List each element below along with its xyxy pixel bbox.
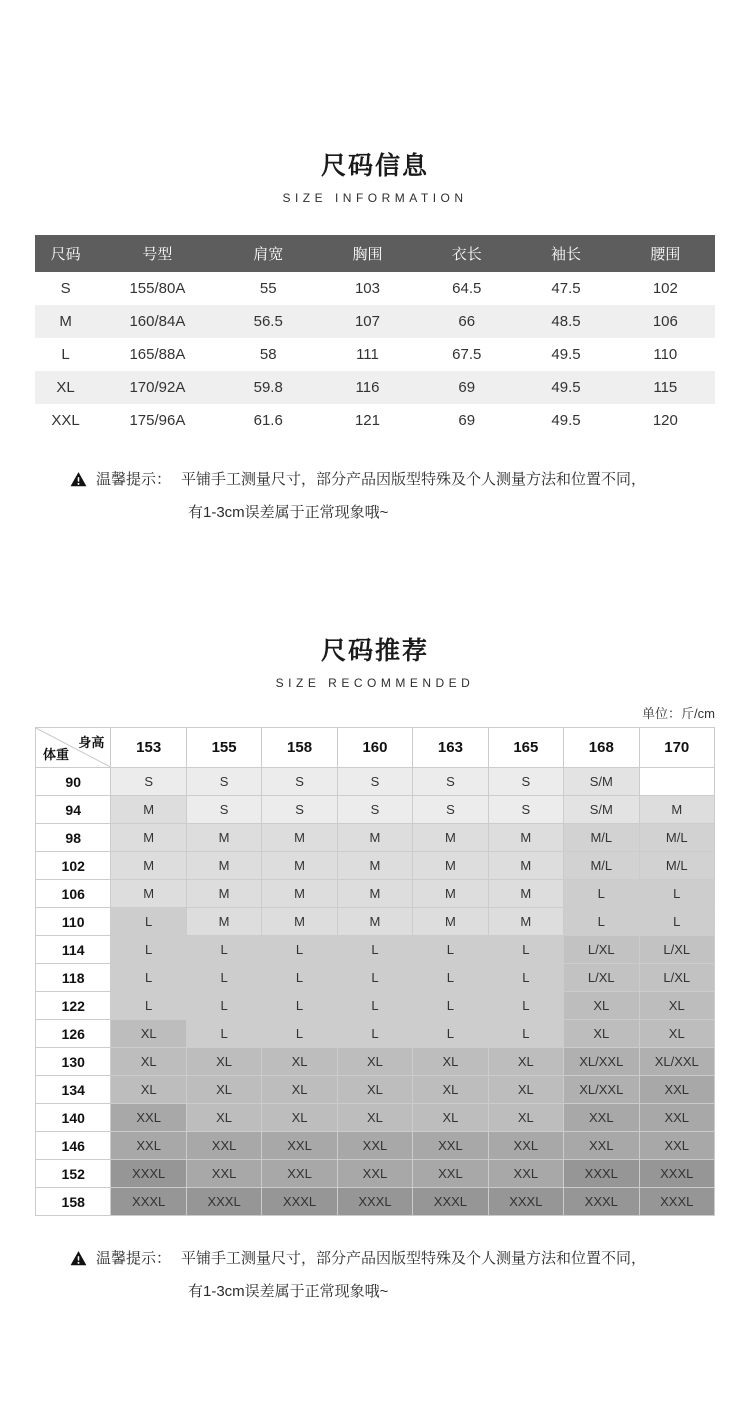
recommend-cell: M [262,908,337,936]
recommend-cell: S [413,768,488,796]
size-spec-cell: 67.5 [417,338,516,371]
recommend-cell: XXL [111,1132,186,1160]
recommend-cell: XL [186,1104,261,1132]
recommend-row [36,796,715,824]
recommend-row [36,964,715,992]
size-spec-cell: XXL [35,404,96,437]
size-spec-cell: 49.5 [516,338,615,371]
recommend-cell: XXL [413,1132,488,1160]
recommend-cell: XL [413,1048,488,1076]
size-spec-row [35,305,715,338]
size-spec-cell: 69 [417,371,516,404]
recommend-cell: M/L [639,852,715,880]
recommend-cell: L/XL [564,936,639,964]
warning-icon [70,1250,87,1308]
size-recommend-table [35,727,715,1216]
recommend-cell: L [111,908,186,936]
recommend-cell: XL [337,1076,412,1104]
measure-notice-1 [70,463,680,529]
size-spec-cell: 103 [318,272,417,305]
size-spec-header-row [35,235,715,272]
recommend-cell: XXXL [111,1188,186,1216]
recommend-cell: M [413,852,488,880]
recommend-cell: XXL [639,1076,715,1104]
measure-notice-2 [70,1242,680,1308]
size-spec-cell: 106 [616,305,715,338]
recommend-cell: L [186,964,261,992]
size-spec-cell: 116 [318,371,417,404]
recommend-cell: S [111,768,186,796]
size-spec-row [35,338,715,371]
weight-label: 体重 [43,747,70,762]
recommend-cell: L [262,936,337,964]
recommend-cell: XXL [564,1132,639,1160]
recommend-cell: XL [639,1020,715,1048]
recommend-cell: S [488,796,563,824]
size-info-title: 尺码信息 [320,152,429,180]
size-spec-header: 肩宽 [219,235,318,272]
recommend-cell: L/XL [639,936,715,964]
size-spec-header: 衣长 [417,235,516,272]
height-header: 160 [337,728,412,768]
recommend-row [36,1020,715,1048]
recommend-cell: L [413,964,488,992]
recommend-cell: S/M [564,796,639,824]
recommend-cell: XL [413,1104,488,1132]
height-header: 165 [488,728,563,768]
size-recommend-subtitle: SIZE RECOMMENDED [275,676,475,690]
size-spec-cell: 175/96A [96,404,218,437]
recommend-cell: XXL [262,1160,337,1188]
size-spec-cell: 110 [616,338,715,371]
weight-header: 134 [36,1076,111,1104]
size-spec-cell: 55 [219,272,318,305]
height-header: 158 [262,728,337,768]
weight-header: 126 [36,1020,111,1048]
recommend-cell: L [262,964,337,992]
recommend-row [36,1104,715,1132]
size-spec-cell: 56.5 [219,305,318,338]
recommend-cell: L [337,992,412,1020]
size-spec-cell: 111 [318,338,417,371]
recommend-cell: M [186,880,261,908]
recommend-cell: M/L [564,824,639,852]
recommend-cell: M [337,824,412,852]
recommend-cell: L [337,964,412,992]
recommend-cell: M [111,880,186,908]
recommend-cell: XXL [186,1160,261,1188]
notice-line-2: 有1-3cm误差属于正常现象哦~ [188,504,389,521]
size-spec-cell: 102 [616,272,715,305]
weight-header: 152 [36,1160,111,1188]
recommend-cell: M [186,824,261,852]
weight-header: 122 [36,992,111,1020]
recommend-cell: M [186,908,261,936]
recommend-cell: M [337,880,412,908]
weight-header: 110 [36,908,111,936]
recommend-cell: M [337,908,412,936]
size-spec-cell: S [35,272,96,305]
warning-icon [70,471,87,529]
size-spec-cell: M [35,305,96,338]
recommend-cell: XXL [639,1104,715,1132]
weight-header: 130 [36,1048,111,1076]
recommend-cell: L [186,992,261,1020]
recommend-cell: L [488,1020,563,1048]
recommend-row [36,992,715,1020]
recommend-row [36,1160,715,1188]
recommend-cell: M [262,880,337,908]
weight-header: 158 [36,1188,111,1216]
recommend-cell: XL [262,1104,337,1132]
unit-label: 单位：斤/cm [642,706,715,721]
height-header: 155 [186,728,261,768]
recommend-cell: XXL [262,1132,337,1160]
recommend-cell: XL [488,1048,563,1076]
notice-text [96,463,646,529]
recommend-cell: XXL [564,1104,639,1132]
recommend-cell: XXXL [564,1160,639,1188]
recommend-cell: M [488,880,563,908]
recommend-cell: XL [111,1048,186,1076]
size-spec-header: 尺码 [35,235,96,272]
recommend-cell: L/XL [564,964,639,992]
recommend-cell: M [262,852,337,880]
recommend-cell: M/L [639,824,715,852]
recommend-cell: S/M [564,768,639,796]
recommend-cell: M [413,824,488,852]
weight-header: 118 [36,964,111,992]
recommend-cell: M/L [564,852,639,880]
recommend-cell: M [413,908,488,936]
recommend-cell: M [111,824,186,852]
recommend-cell: L [413,936,488,964]
recommend-cell: S [337,796,412,824]
recommend-cell: XXL [337,1132,412,1160]
recommend-cell: L [262,992,337,1020]
recommend-cell: XL [186,1076,261,1104]
height-label: 身高 [78,735,105,750]
recommend-cell: XL/XXL [639,1048,715,1076]
recommend-cell: M [262,824,337,852]
size-spec-cell: 47.5 [516,272,615,305]
recommend-cell: XXL [413,1160,488,1188]
size-spec-cell: 48.5 [516,305,615,338]
recommend-cell: L [262,1020,337,1048]
recommend-cell: M [111,796,186,824]
recommend-cell: M [413,880,488,908]
recommend-cell: L [488,936,563,964]
height-weight-corner-cell [36,728,111,768]
recommend-cell: L [413,1020,488,1048]
size-spec-cell: 66 [417,305,516,338]
recommend-cell: XXL [639,1132,715,1160]
size-spec-cell: XL [35,371,96,404]
recommend-cell: XXXL [413,1188,488,1216]
height-header: 170 [639,728,715,768]
recommend-cell: L [639,880,715,908]
recommend-cell: S [262,796,337,824]
recommend-cell: L [488,992,563,1020]
recommend-cell: S [186,768,261,796]
recommend-cell: M [337,852,412,880]
recommend-cell: L [337,1020,412,1048]
recommend-cell: L [111,992,186,1020]
notice-line-1 [96,463,646,496]
recommend-cell: S [186,796,261,824]
recommend-cell: XL [413,1076,488,1104]
recommend-row [36,936,715,964]
weight-header: 94 [36,796,111,824]
recommend-row [36,880,715,908]
recommend-cell: XXL [337,1160,412,1188]
recommend-cell: XL [639,992,715,1020]
weight-header: 102 [36,852,111,880]
recommend-cell: M [186,852,261,880]
recommend-cell: M [488,908,563,936]
notice-line-1 [96,1242,646,1275]
notice-label: 温馨提示： [96,471,172,488]
weight-header: 140 [36,1104,111,1132]
recommend-row [36,1132,715,1160]
notice-label: 温馨提示： [96,1250,172,1267]
size-info-subtitle: SIZE INFORMATION [282,191,468,205]
recommend-cell: XXXL [639,1160,715,1188]
recommend-cell: M [639,796,715,824]
size-spec-header: 腰围 [616,235,715,272]
recommend-cell: L [564,908,639,936]
recommend-row [36,1188,715,1216]
size-spec-cell: 155/80A [96,272,218,305]
size-spec-cell: 49.5 [516,371,615,404]
size-spec-header: 号型 [96,235,218,272]
recommend-cell: XXXL [262,1188,337,1216]
size-recommend-section [0,631,750,1308]
recommend-cell: XL/XXL [564,1048,639,1076]
recommend-row [36,1048,715,1076]
recommend-cell [639,768,715,796]
recommend-cell: XXL [186,1132,261,1160]
recommend-cell: XXL [488,1160,563,1188]
notice-line1-text: 平铺手工测量尺寸，部分产品因版型特殊及个人测量方法和位置不同， [181,1250,647,1267]
height-header: 153 [111,728,186,768]
recommend-cell: XL [488,1076,563,1104]
notice-line1-text: 平铺手工测量尺寸，部分产品因版型特殊及个人测量方法和位置不同， [181,471,647,488]
size-recommend-title: 尺码推荐 [320,637,429,665]
recommend-cell: L [111,936,186,964]
recommend-cell: L [186,1020,261,1048]
recommend-cell: L [413,992,488,1020]
recommend-cell: XL/XXL [564,1076,639,1104]
recommend-cell: M [488,852,563,880]
recommend-cell: XL [337,1048,412,1076]
recommend-header-row [36,728,715,768]
recommend-cell: M [488,824,563,852]
recommend-cell: L [186,936,261,964]
size-spec-cell: 58 [219,338,318,371]
weight-header: 90 [36,768,111,796]
weight-header: 146 [36,1132,111,1160]
weight-header: 114 [36,936,111,964]
recommend-cell: S [413,796,488,824]
recommend-cell: S [337,768,412,796]
size-spec-cell: 64.5 [417,272,516,305]
size-spec-cell: 160/84A [96,305,218,338]
size-spec-cell: 121 [318,404,417,437]
recommend-cell: L [337,936,412,964]
size-spec-cell: 59.8 [219,371,318,404]
size-spec-table [35,235,715,437]
size-spec-cell: 49.5 [516,404,615,437]
recommend-row [36,768,715,796]
recommend-cell: XL [337,1104,412,1132]
size-spec-cell: 170/92A [96,371,218,404]
recommend-cell: XXXL [564,1188,639,1216]
recommend-cell: XL [111,1076,186,1104]
recommend-cell: XXL [111,1104,186,1132]
recommend-cell: XL [564,1020,639,1048]
size-spec-header: 袖长 [516,235,615,272]
recommend-cell: XL [262,1048,337,1076]
recommend-cell: XXXL [111,1160,186,1188]
notice-line-2: 有1-3cm误差属于正常现象哦~ [188,1283,389,1300]
recommend-cell: L/XL [639,964,715,992]
recommend-cell: XL [564,992,639,1020]
size-spec-cell: 115 [616,371,715,404]
recommend-cell: L [564,880,639,908]
recommend-cell: XL [262,1076,337,1104]
size-spec-cell: 69 [417,404,516,437]
recommend-cell: XL [488,1104,563,1132]
height-header: 163 [413,728,488,768]
recommend-row [36,1076,715,1104]
recommend-cell: XXXL [337,1188,412,1216]
recommend-cell: XXXL [639,1188,715,1216]
recommend-row [36,824,715,852]
height-header: 168 [564,728,639,768]
recommend-cell: XL [111,1020,186,1048]
recommend-cell: XL [186,1048,261,1076]
recommend-row [36,852,715,880]
recommend-cell: L [639,908,715,936]
notice-text [96,1242,646,1308]
size-info-section [0,0,750,529]
size-spec-header: 胸围 [318,235,417,272]
size-spec-cell: L [35,338,96,371]
recommend-row [36,908,715,936]
size-spec-cell: 107 [318,305,417,338]
size-spec-row [35,371,715,404]
recommend-cell: L [488,964,563,992]
recommend-cell: S [262,768,337,796]
size-spec-cell: 165/88A [96,338,218,371]
size-spec-cell: 61.6 [219,404,318,437]
recommend-cell: XXL [488,1132,563,1160]
weight-header: 98 [36,824,111,852]
size-spec-row [35,272,715,305]
size-spec-row [35,404,715,437]
weight-header: 106 [36,880,111,908]
recommend-cell: XXXL [488,1188,563,1216]
recommend-cell: XXXL [186,1188,261,1216]
recommend-cell: S [488,768,563,796]
recommend-cell: L [111,964,186,992]
recommend-cell: M [111,852,186,880]
size-spec-cell: 120 [616,404,715,437]
